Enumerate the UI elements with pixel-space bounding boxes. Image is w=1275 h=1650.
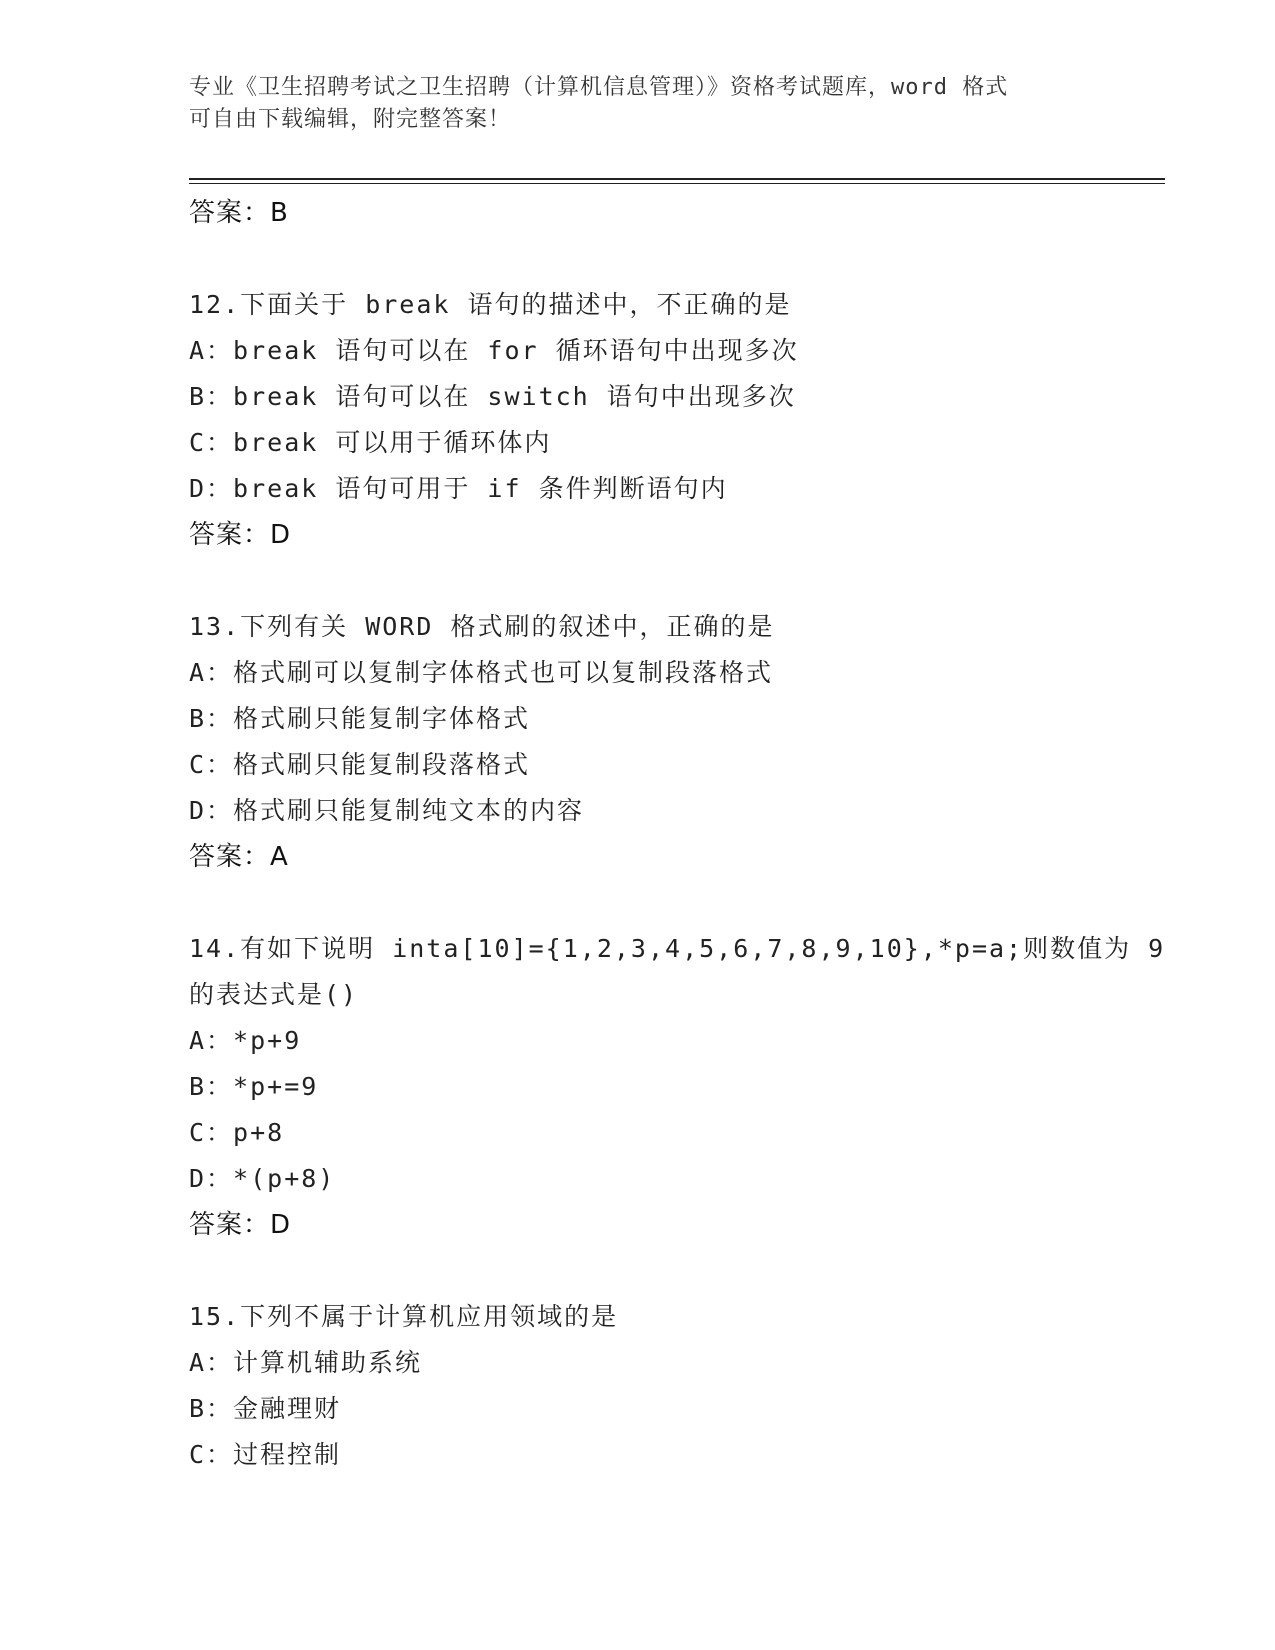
question-12 [189,282,1149,558]
header-divider-thick [189,178,1165,180]
answer: 答案：D [189,520,292,550]
answer: 答案：A [189,842,289,872]
option-b: B：*p+=9 [189,1072,319,1101]
option-a: A：*p+9 [189,1026,302,1055]
document-header [189,72,1089,136]
header-divider-thin [189,183,1165,184]
question-stem: 15.下列不属于计算机应用领域的是 [189,1302,619,1331]
spacer [189,236,1149,282]
option-d: D：break 语句可用于 if 条件判断语句内 [189,474,728,503]
header-line-2: 可自由下载编辑，附完整答案！ [189,107,512,132]
spacer [189,880,1149,926]
question-stem-continued: 的表达式是() [189,980,359,1009]
previous-answer: 答案：B [189,198,289,228]
spacer [189,558,1149,604]
option-b: B：格式刷只能复制字体格式 [189,704,531,733]
answer: 答案：D [189,1210,292,1240]
question-15 [189,1294,1149,1478]
question-stem: 12.下面关于 break 语句的描述中，不正确的是 [189,290,792,319]
option-c: C：break 可以用于循环体内 [189,428,552,457]
option-a: A：格式刷可以复制字体格式也可以复制段落格式 [189,658,774,687]
option-a: A：计算机辅助系统 [189,1348,423,1377]
question-stem: 14.有如下说明 inta[10]={1,2,3,4,5,6,7,8,9,10},*p=a;则数值为 9 [189,934,1166,963]
header-line-1: 专业《卫生招聘考试之卫生招聘（计算机信息管理）》资格考试题库，word 格式 [189,75,1009,100]
option-c: C：p+8 [189,1118,285,1147]
question-list [189,190,1166,1478]
option-d: D：*(p+8) [189,1164,336,1193]
option-c: C：格式刷只能复制段落格式 [189,750,531,779]
question-13 [189,604,1149,880]
option-b: B：break 语句可以在 switch 语句中出现多次 [189,382,796,411]
option-c: C：过程控制 [189,1440,342,1469]
question-stem: 13.下列有关 WORD 格式刷的叙述中，正确的是 [189,612,775,641]
option-b: B：金融理财 [189,1394,342,1423]
spacer [189,1248,1149,1294]
option-a: A：break 语句可以在 for 循环语句中出现多次 [189,336,799,365]
question-14 [189,926,1166,1248]
option-d: D：格式刷只能复制纯文本的内容 [189,796,585,825]
